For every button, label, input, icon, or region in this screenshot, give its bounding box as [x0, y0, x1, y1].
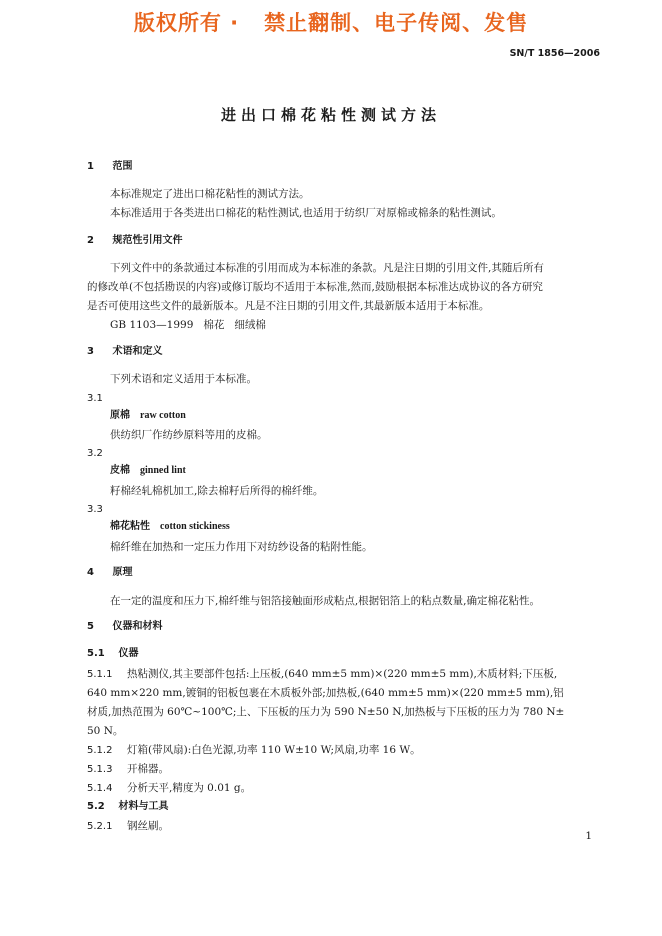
term-definition: 棉纤维在加热和一定压力作用下对纺纱设备的粘附性能。 [110, 541, 373, 553]
clause-text: 热粘测仪,其主要部件包括:上压板,(640 mm±5 mm)×(220 mm±5 mm),木质材料;下压板, [127, 668, 558, 680]
section-number: 1 [87, 161, 94, 172]
paragraph: 本标准适用于各类进出口棉花的粘性测试,也适用于纺织厂对原棉或棉条的粘性测试。 [110, 207, 502, 219]
clause-5-1-2 [87, 743, 421, 758]
clause-number: 5.2.1 [87, 821, 113, 832]
paragraph: 下列术语和定义适用于本标准。 [110, 373, 257, 385]
subsection-5-2-heading [87, 800, 168, 814]
clause-line: 640 mm×220 mm,镀铜的铝板包裹在木质板外部;加热板,(640 mm±5 mm)×(220 mm±5 mm),铝 [87, 687, 564, 699]
subsection-title: 材料与工具 [118, 801, 169, 812]
clause-number: 5.1.2 [87, 745, 113, 756]
section-number: 5 [87, 621, 94, 632]
section-1-heading [87, 160, 132, 174]
clause-5-2-1 [87, 819, 169, 834]
copyright-watermark: 版权所有 · 禁止翻制、电子传阅、发售 [133, 11, 529, 35]
section-title: 术语和定义 [112, 346, 163, 357]
term-definition: 籽棉经轧棉机加工,除去棉籽后所得的棉纤维。 [110, 485, 324, 497]
normative-reference: GB 1103—1999 棉花 细绒棉 [110, 319, 266, 331]
paragraph-line: 的修改单(不包括勘误的内容)或修订版均不适用于本标准,然而,鼓励根据本标准达成协议的各方研究 [87, 281, 543, 293]
clause-number: 5.1.3 [87, 764, 113, 775]
clause-5-1-3 [87, 762, 169, 777]
paragraph-line: 是否可使用这些文件的最新版本。凡是不注日期的引用文件,其最新版本适用于本标准。 [87, 300, 490, 312]
section-title: 原理 [112, 567, 133, 578]
term-heading [110, 520, 230, 534]
clause-text: 开棉器。 [127, 763, 169, 775]
paragraph: 在一定的温度和压力下,棉纤维与铝箔接触面形成粘点,根据铝箔上的粘点数量,确定棉花粘性。 [110, 595, 541, 607]
term-en: ginned lint [140, 465, 186, 476]
subsection-number: 5.1 [87, 648, 105, 659]
term-definition: 供纺织厂作纺纱原料等用的皮棉。 [110, 429, 268, 441]
section-5-heading [87, 620, 162, 634]
clause-text: 灯箱(带风扇):白色光源,功率 110 W±10 W;风扇,功率 16 W。 [127, 744, 421, 756]
term-number: 3.1 [87, 393, 103, 404]
term-number: 3.2 [87, 448, 103, 459]
subsection-number: 5.2 [87, 801, 105, 812]
section-number: 2 [87, 235, 94, 246]
section-title: 范围 [112, 161, 133, 172]
section-2-heading [87, 234, 182, 248]
standard-number: SN/T 1856—2006 [509, 48, 600, 59]
clause-text: 分析天平,精度为 0.01 g。 [127, 782, 252, 794]
section-4-heading [87, 566, 132, 580]
term-zh: 原棉 [110, 410, 130, 421]
paragraph: 本标准规定了进出口棉花粘性的测试方法。 [110, 188, 310, 200]
section-title: 仪器和材料 [112, 621, 163, 632]
clause-line: 材质,加热范围为 60℃~100℃;上、下压板的压力为 590 N±50 N,加热板与下压板的压力为 780 N± [87, 706, 565, 718]
term-en: raw cotton [140, 410, 186, 421]
term-number: 3.3 [87, 504, 103, 515]
clause-text: 钢丝刷。 [127, 820, 169, 832]
term-zh: 棉花粘性 [110, 521, 150, 532]
clause-number: 5.1.4 [87, 783, 113, 794]
subsection-5-1-heading [87, 647, 138, 661]
term-heading [110, 409, 186, 423]
term-heading [110, 464, 186, 478]
section-number: 4 [87, 567, 94, 578]
subsection-title: 仪器 [118, 648, 139, 659]
paragraph-line: 下列文件中的条款通过本标准的引用而成为本标准的条款。凡是注日期的引用文件,其随后所有 [110, 262, 544, 274]
clause-line: 50 N。 [87, 725, 124, 737]
clause-number: 5.1.1 [87, 669, 113, 680]
document-title: 进出口棉花粘性测试方法 [220, 106, 441, 124]
page-number: 1 [585, 830, 592, 842]
term-en: cotton stickiness [160, 521, 230, 532]
term-zh: 皮棉 [110, 465, 130, 476]
section-number: 3 [87, 346, 94, 357]
section-3-heading [87, 345, 162, 359]
section-title: 规范性引用文件 [112, 235, 183, 246]
clause-5-1-4 [87, 781, 251, 796]
clause-5-1-1-line-1 [87, 667, 599, 682]
